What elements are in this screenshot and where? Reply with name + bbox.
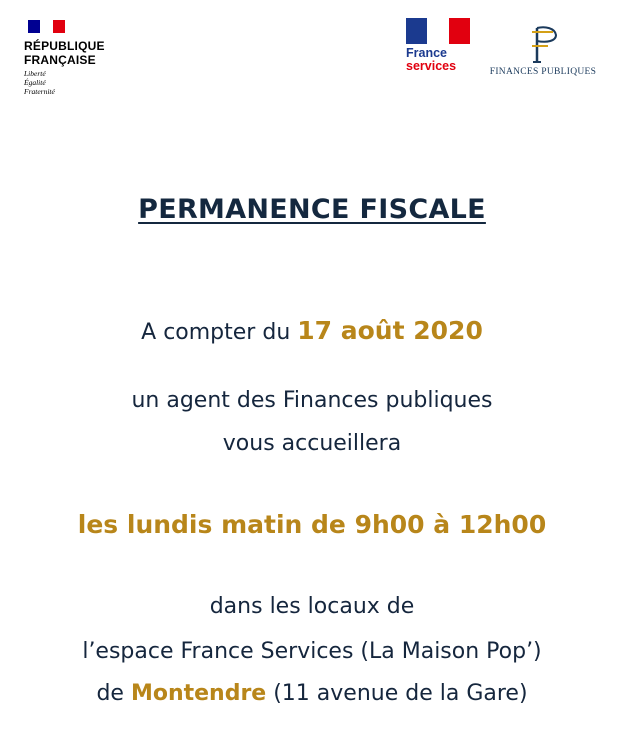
- france-services-logo: [406, 18, 478, 73]
- republique-motto: [24, 69, 134, 96]
- finances-publiques-logo: [484, 22, 602, 77]
- date-prefix: A compter du: [141, 320, 298, 345]
- motto-egalite: Égalité: [24, 78, 46, 87]
- france-services-flag-icon: [406, 18, 470, 44]
- france-services-line1: France: [406, 46, 447, 60]
- france-services-text: [406, 47, 478, 73]
- republique-line2: FRANÇAISE: [24, 53, 96, 67]
- motto-liberte: Liberté: [24, 69, 46, 78]
- republique-francaise-logo: [24, 20, 134, 96]
- agent-line-1: un agent des Finances publiques: [131, 388, 493, 413]
- motto-fraternite: Fraternité: [24, 87, 55, 96]
- date-line: [0, 316, 624, 345]
- address: (11 avenue de la Gare): [266, 681, 528, 706]
- french-flag-icon: [28, 20, 65, 33]
- finances-publiques-label: FINANCES PUBLIQUES: [489, 67, 597, 77]
- france-services-line2: services: [406, 59, 457, 73]
- city-name: Montendre: [130, 681, 267, 706]
- location-line-2: l’espace France Services (La Maison Pop’): [82, 639, 542, 664]
- schedule-line: les lundis matin de 9h00 à 12h00: [77, 510, 547, 539]
- location-line-3: [0, 681, 624, 706]
- location-prefix: de: [96, 681, 131, 706]
- republique-line1: RÉPUBLIQUE: [24, 39, 105, 53]
- start-date: 17 août 2020: [297, 316, 483, 345]
- republique-title: [24, 39, 134, 67]
- agent-line-2: vous accueillera: [222, 431, 402, 456]
- page-title: PERMANENCE FISCALE: [138, 194, 486, 225]
- location-line-1: dans les locaux de: [209, 594, 415, 619]
- finances-publiques-emblem-icon: [523, 22, 563, 64]
